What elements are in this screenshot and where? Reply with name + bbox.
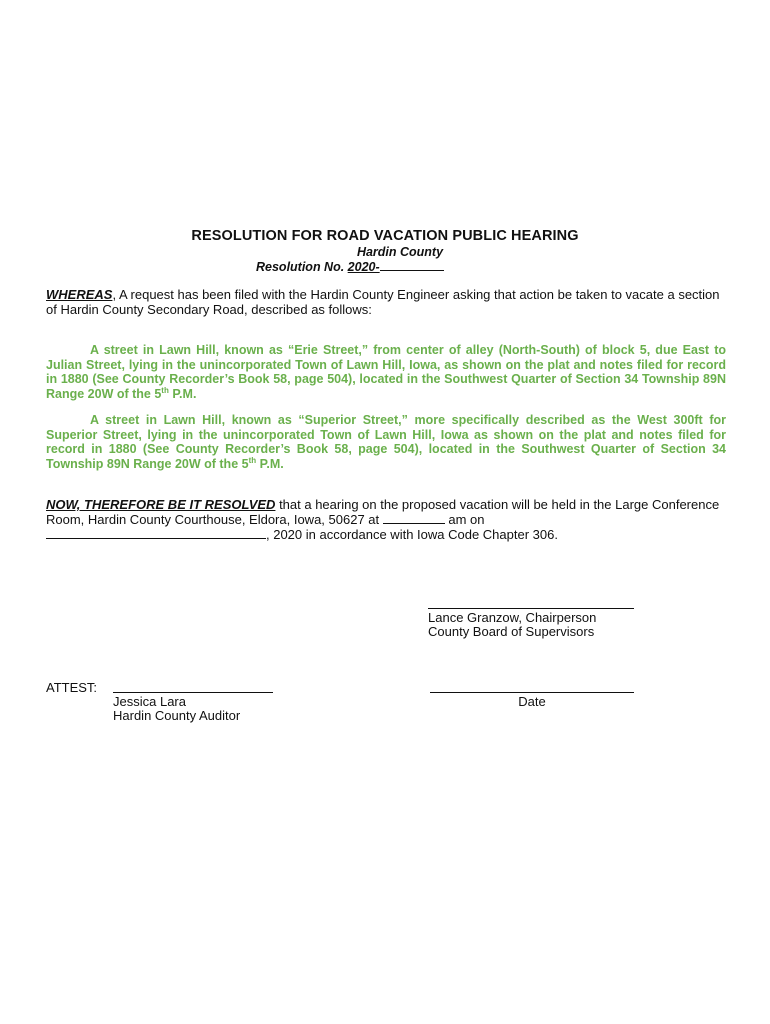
auditor-name: Jessica Lara — [113, 694, 186, 709]
date-label: Date — [518, 694, 546, 709]
superior-sup: th — [248, 455, 257, 465]
resolved-lead: NOW, THEREFORE BE IT RESOLVED — [46, 497, 276, 512]
chair-signature-line — [428, 608, 634, 609]
resolution-number-blank — [380, 259, 444, 271]
date-blank — [46, 527, 266, 539]
resolution-label: Resolution No. — [256, 260, 348, 274]
chair-title: County Board of Supervisors — [428, 624, 595, 639]
date-signature-line — [430, 692, 634, 693]
attest-label: ATTEST: — [46, 680, 98, 695]
superior-text: A street in Lawn Hill, known as “Superior Street,” more specifically described as the West 300ft for Superior Street, lying in the unincorporated Town of Lawn Hill, Iowa as shown on the plat and notes filed for record in 1880 (See County Recorder’s Book 58, page 504), located in the Southwest Quarter of Section 34 Township 89N Range 20W of the 5 — [46, 413, 726, 471]
chair-name: Lance Granzow, Chairperson — [428, 610, 597, 625]
erie-text: A street in Lawn Hill, known as “Erie Street,” from center of alley (North-South) of block 5, due East to Julian Street, lying in the unincorporated Town of Lawn Hill, Iowa, as shown on the plat and notes filed for record in 1880 (See County Recorder’s Book 58, page 504), located in the Southwest Quarter of Section 34 Township 89N Range 20W of the 5 — [46, 343, 726, 401]
erie-tail: P.M. — [168, 386, 197, 401]
resolved-text-3: , 2020 in accordance with Iowa Code Chapter 306. — [266, 527, 558, 542]
page-title: RESOLUTION FOR ROAD VACATION PUBLIC HEARING — [191, 228, 579, 244]
resolution-number-value: 2020- — [347, 260, 380, 274]
whereas-text: , A request has been filed with the Hardin County Engineer asking that action be taken to vacate a section of Hardin County Secondary Road, described as follows: — [46, 287, 720, 317]
attest-signature-line — [113, 692, 273, 693]
resolution-number — [256, 259, 444, 274]
road-description-superior — [46, 413, 726, 471]
superior-tail: P.M. — [256, 456, 284, 471]
road-description-erie — [46, 343, 726, 401]
auditor-title: Hardin County Auditor — [113, 708, 241, 723]
resolved-text-2: am on — [444, 512, 485, 527]
time-blank — [383, 512, 445, 524]
whereas-paragraph — [46, 287, 726, 317]
county-name: Hardin County — [356, 245, 444, 259]
whereas-lead: WHEREAS — [46, 287, 113, 302]
erie-sup: th — [161, 385, 169, 395]
resolved-text-1: that a hearing on the proposed vacation will be held in the Large Conference Room, Hardin County Courthouse, Eldora, Iowa, 50627 at — [46, 497, 720, 527]
resolved-paragraph — [46, 497, 726, 542]
